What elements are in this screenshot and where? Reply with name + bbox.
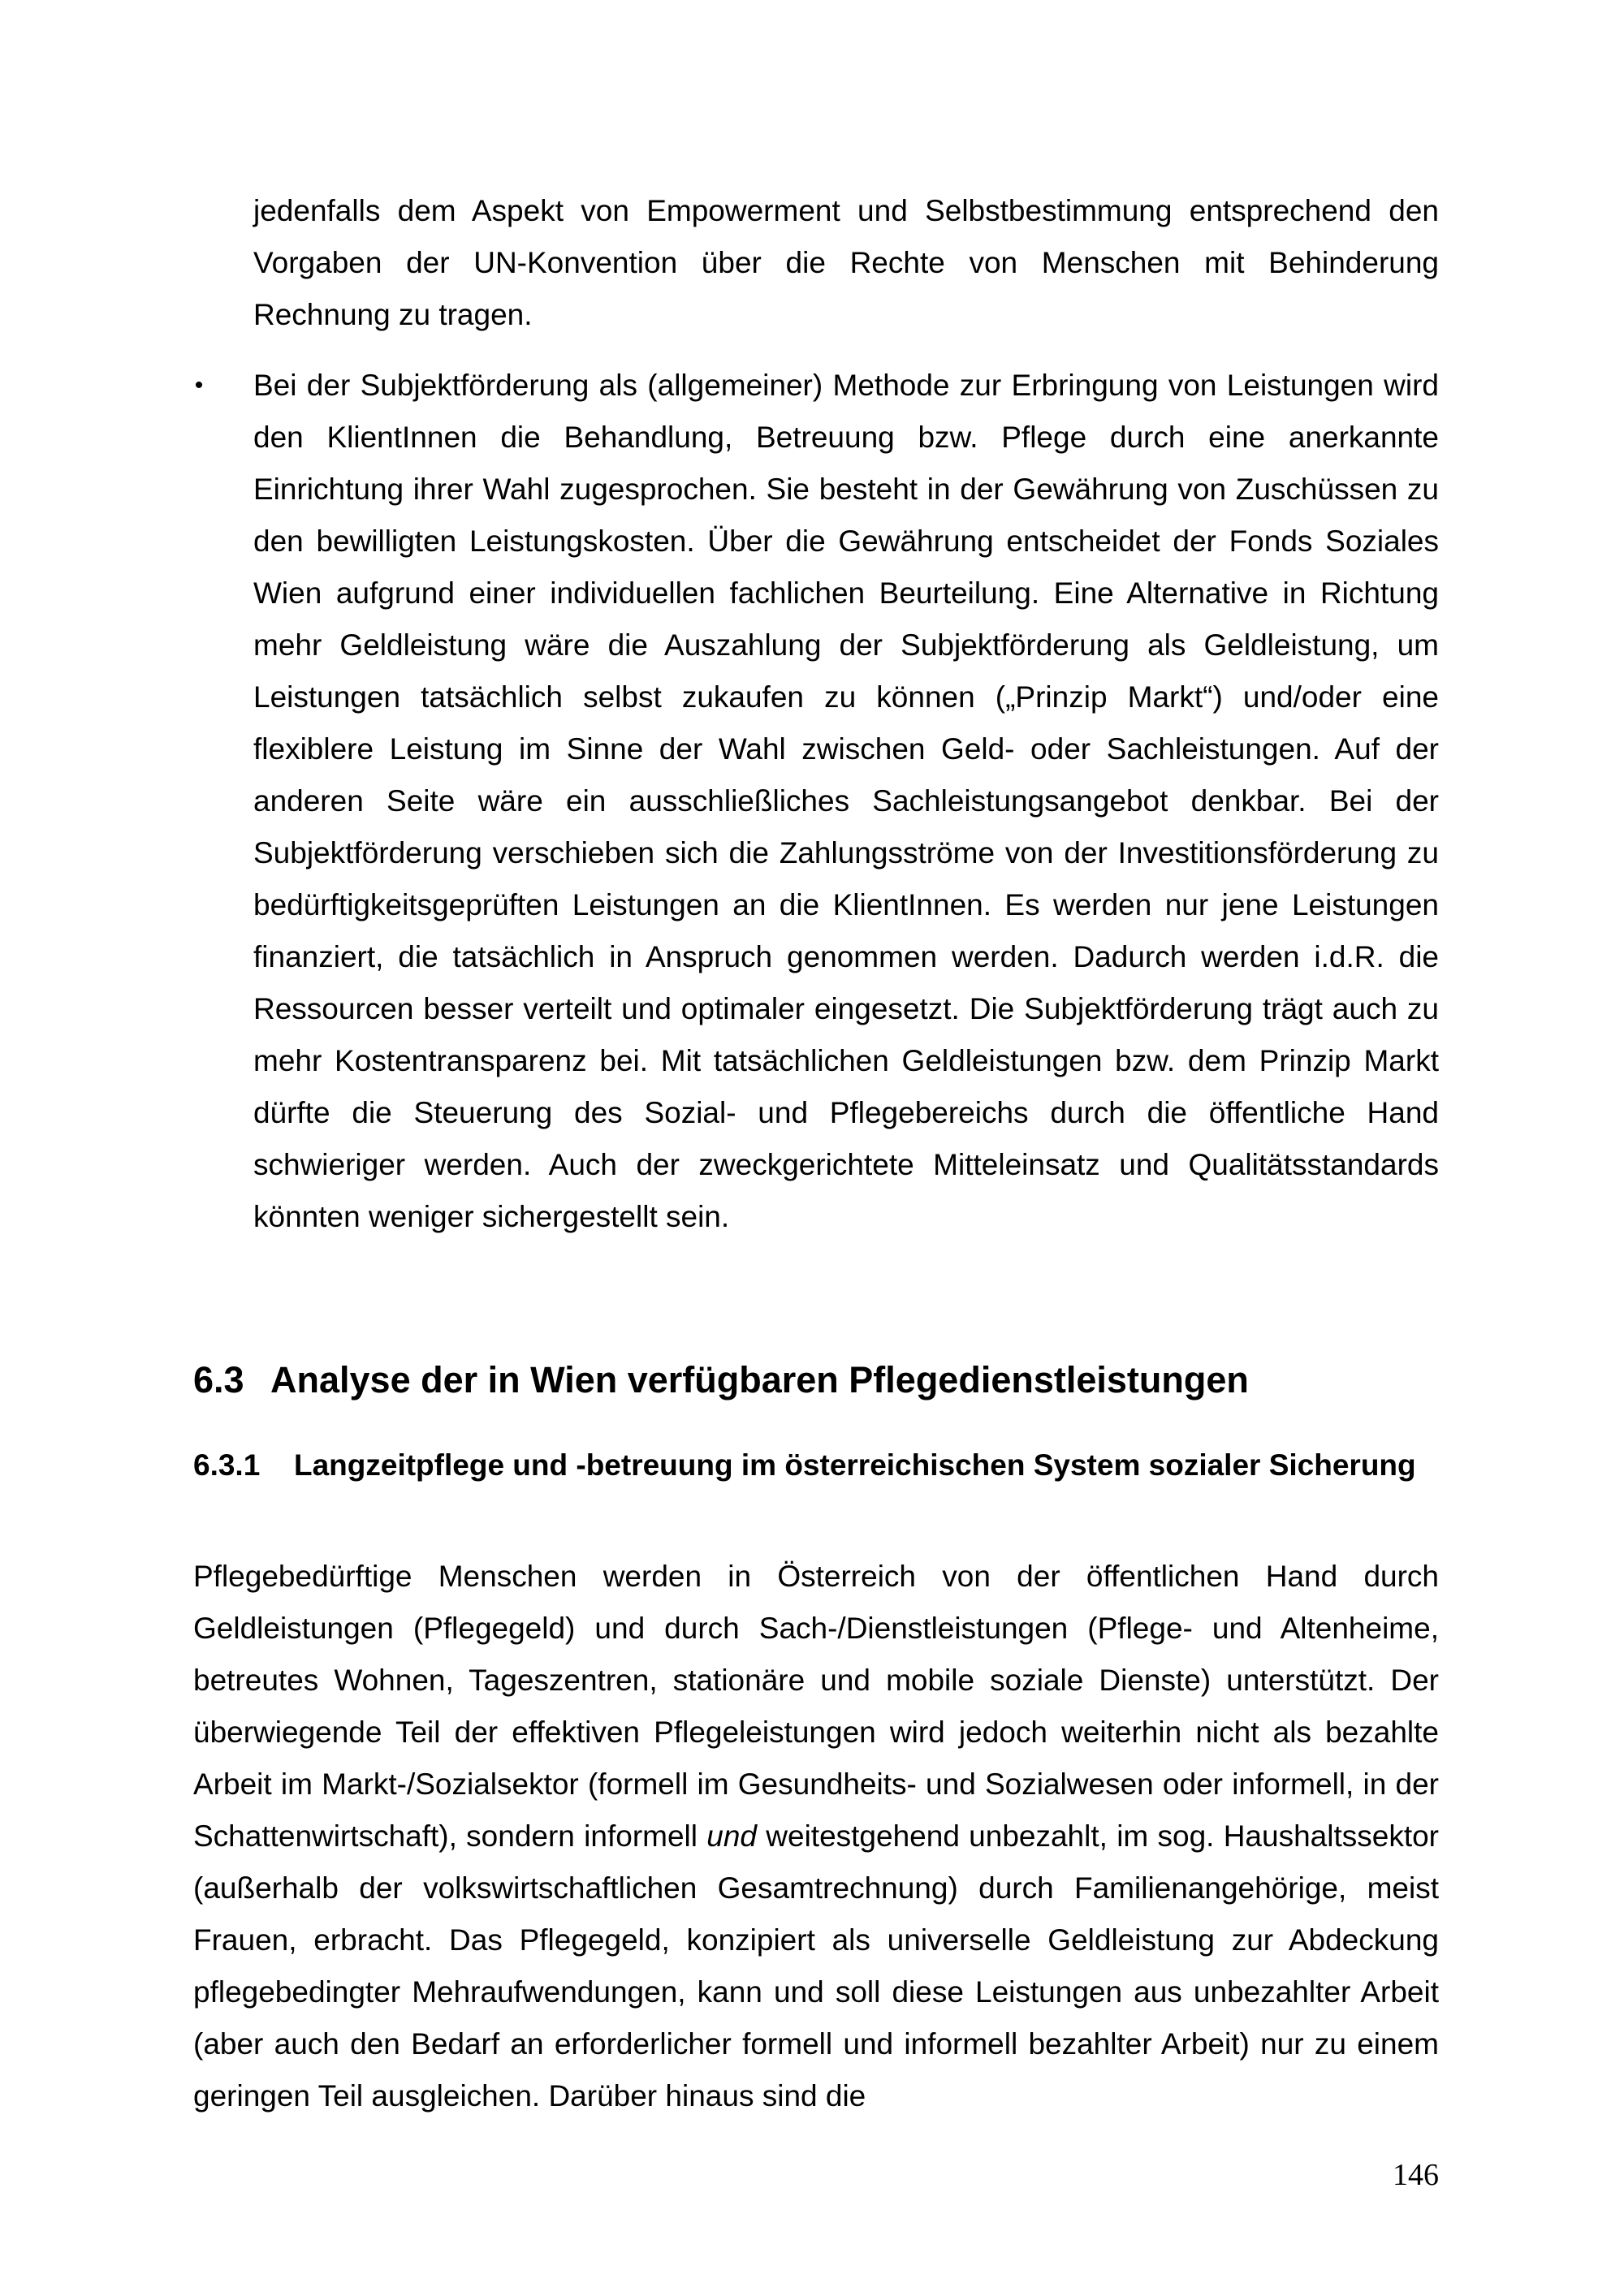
- bullet-icon: •: [194, 372, 204, 399]
- section-title: Analyse der in Wien verfügbaren Pflegedienstleistungen: [270, 1359, 1249, 1400]
- bullet-text: Bei der Subjektförderung als (allgemeiner) Methode zur Erbringung von Leistungen wird den KlientInnen die Behandlung, Betreuung bzw. Pflege durch eine anerkannte Einrichtung ihrer Wahl zugesprochen. Sie besteht in der Gewährung von Zuschüssen zu den bewilligten Leistungskosten. Über die Gewährung entscheidet der Fonds Soziales Wien aufgrund einer individuellen fachlichen Beurteilung. Eine Alternative in Richtung mehr Geldleistung wäre die Auszahlung der Subjektförderung als Geldleistung, um Leistungen tatsächlich selbst zukaufen zu können („Prinzip Markt“) und/oder eine flexiblere Leistung im Sinne der Wahl zwischen Geld- oder Sachleistungen. Auf der anderen Seite wäre ein ausschließliches Sachleistungsangebot denkbar. Bei der Subjektförderung verschieben sich die Zahlungsströme von der Investitionsförderung zu bedürftigkeitsgeprüften Leistungen an die KlientInnen. Es werden nur jene Leistungen finanziert, die tatsächlich in Anspruch genommen werden. Dadurch werden i.d.R. die Ressourcen besser verteilt und optimaler eingesetzt. Die Subjektförderung trägt auch zu mehr Kostentransparenz bei. Mit tatsächlichen Geldleistungen bzw. dem Prinzip Markt dürfte die Steuerung des Sozial- und Pflegebereichs durch die öffentliche Hand schwieriger werden. Auch der zweckgerichtete Mitteleinsatz und Qualitätsstandards könnten weniger sichergestellt sein.: [253, 369, 1439, 1233]
- body-paragraph-part2: weitestgehend unbezahlt, im sog. Haushaltssektor (außerhalb der volkswirtschaftlichen Gesamtrechnung) durch Familienangehörige, meist Frauen, erbracht. Das Pflegegeld, konzipiert als universelle Geldleistung zur Abdeckung pflegebedingter Mehraufwendungen, kann und soll diese Leistungen aus unbezahlter Arbeit (aber auch den Bedarf an erforderlicher formell und informell bezahlter Arbeit) nur zu einem geringen Teil ausgleichen. Darüber hinaus sind die: [193, 1819, 1439, 2113]
- section-number: 6.3: [193, 1359, 244, 1400]
- subsection-number: 6.3.1: [193, 1448, 261, 1482]
- body-paragraph-emphasis: und: [706, 1819, 757, 1853]
- body-paragraph: [193, 1551, 1439, 2122]
- page-number: 146: [1393, 2158, 1439, 2192]
- subsection-title: Langzeitpflege und -betreuung im österreichischen System sozialer Sicherung: [294, 1448, 1416, 1482]
- section-heading: [193, 1356, 1444, 1405]
- body-paragraph-part1: Pflegebedürftige Menschen werden in Österreich von der öffentlichen Hand durch Geldleistungen (Pflegegeld) und durch Sach-/Dienstleistungen (Pflege- und Altenheime, betreutes Wohnen, Tageszentren, stationäre und mobile soziale Dienste) unterstützt. Der überwiegende Teil der effektiven Pflegeleistungen wird jedoch weiterhin nicht als bezahlte Arbeit im Markt-/Sozialsektor (formell im Gesundheits- und Sozialwesen oder informell, in der Schattenwirtschaft), sondern informell: [193, 1560, 1439, 1853]
- continued-paragraph: jedenfalls dem Aspekt von Empowerment und Selbstbestimmung entsprechend den Vorgaben der UN-Konvention über die Rechte von Menschen mit Behinderung Rechnung zu tragen.: [253, 194, 1439, 331]
- subsection-heading: [193, 1447, 1444, 1484]
